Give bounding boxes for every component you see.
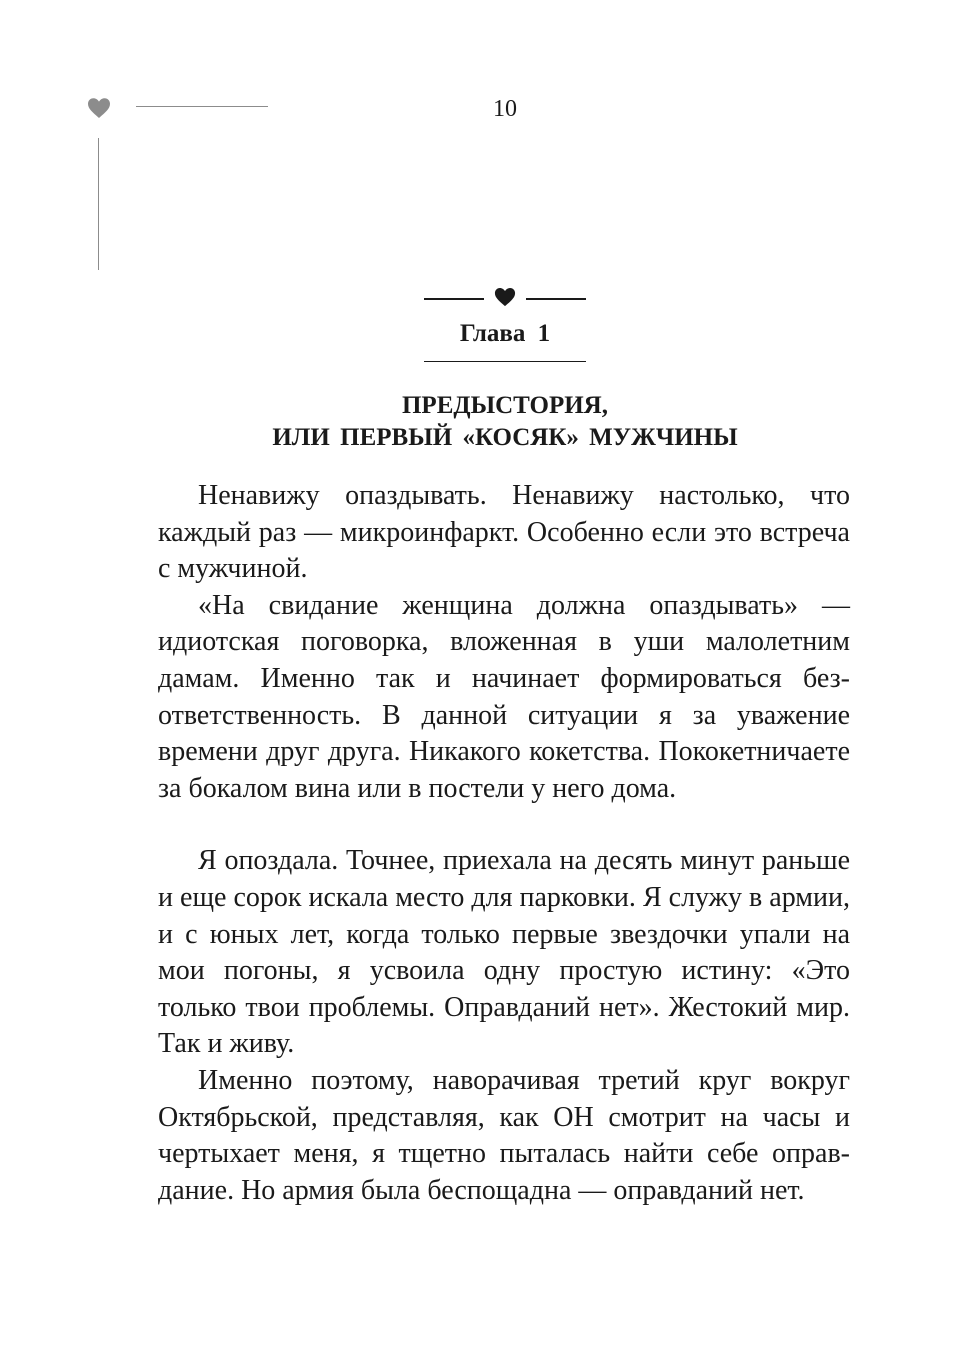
ornament-heart-icon (494, 286, 516, 308)
chapter-title (150, 390, 860, 454)
corner-vertical-rule (98, 138, 99, 270)
corner-horizontal-rule (136, 106, 268, 107)
chapter-title-line-1: ПРЕДЫСТОРИЯ, (401, 392, 608, 419)
chapter-label: Глава 1 (459, 320, 551, 347)
paragraph: Именно поэтому, наворачивая третий круг вокруг Октябрьской, представляя, как ОН смотрит на часы и чертыхает меня, я тщетно пыталась найти себе оправдание. Но армия была беспощадна — оправданий нет. (158, 1064, 850, 1206)
ornament-line-left (424, 298, 484, 300)
paragraph: «На свидание женщина должна опаздывать» — идиотская поговорка, вложенная в уши малолетним дамам. Именно так и начинает формироваться безответственность. В данной ситуации я за уважение времени друг друга. Никакого кокетства. Пококетничаете за бокалом вина или в постели у него дома. (158, 589, 850, 804)
chapter-title-line-2: ИЛИ ПЕРВЫЙ «КОСЯК» МУЖЧИНЫ (272, 424, 738, 451)
ornament-line-right (526, 298, 586, 300)
corner-heart-icon (87, 97, 111, 119)
paragraph: Ненавижу опаздывать. Ненавижу настолько, что каждый раз — микроинфаркт. Особенно если это встреча с мужчиной. (158, 480, 850, 585)
chapter-rule (424, 361, 586, 362)
page-number: 10 (493, 96, 517, 122)
body-text (158, 478, 850, 1209)
chapter-ornament (424, 286, 586, 310)
paragraph: Я опоздала. Точнее, приехала на десять минут раньше и еще сорок искала место для парковки. Я служу в армии, и с юных лет, когда только первые звездочки упали на мои погоны, я усвоила одну простую истину: «Это только твои проблемы. Оправданий нет». Жестокий мир. Так и живу. (158, 845, 850, 1060)
